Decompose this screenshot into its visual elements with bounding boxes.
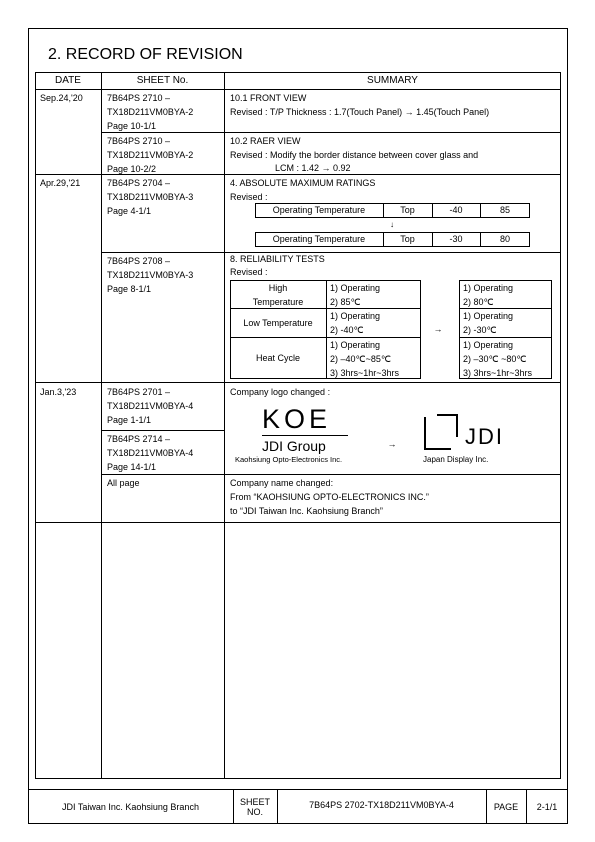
rel-value: 1) Operating (463, 340, 514, 350)
rel-label: High (268, 283, 288, 293)
revision-date: Apr.29,'21 (40, 178, 81, 188)
sheet-line: Page 1-1/1 (107, 415, 152, 425)
footer-page-label: PAGE (493, 802, 519, 812)
rel-value: 2) -30℃ (463, 325, 497, 335)
sheet-line: TX18D211VM0BYA-2 (107, 150, 194, 160)
amr-param: Operating Temperature (272, 234, 366, 244)
header-sheet: SHEET No. (136, 75, 189, 86)
summary-line: Company name changed: (230, 478, 334, 488)
sheet-line: TX18D211VM0BYA-3 (107, 270, 194, 280)
jdi-logo-sub: Japan Display Inc. (423, 455, 489, 464)
sheet-line: Page 8-1/1 (107, 284, 152, 294)
sheet-line: Page 10-1/1 (107, 121, 157, 131)
sheet-line: Page 4-1/1 (107, 206, 152, 216)
sheet-line: TX18D211VM0BYA-2 (107, 107, 194, 117)
sheet-line: 7B64PS 2701 – (107, 387, 171, 397)
rel-value: 1) Operating (330, 283, 381, 293)
row-divider (101, 132, 561, 133)
summary-line: 10.1 FRONT VIEW (230, 93, 307, 103)
koe-logo-sub: Kaohsiung Opto-Electronics Inc. (235, 455, 343, 464)
summary-line: Revised : Modify the border distance between cover glass and (230, 150, 479, 160)
revision-date: Jan.3,'23 (40, 387, 77, 397)
rel-value: 2) –40℃~85℃ (330, 354, 392, 364)
summary-line: Revised : (230, 267, 268, 277)
rel-value: 2) 85℃ (330, 297, 361, 307)
row-divider (230, 337, 421, 338)
amr-symbol: Top (400, 205, 415, 215)
footer-sheet-label: SHEET (239, 797, 270, 807)
footer-page-no: 2-1/1 (536, 802, 558, 812)
amr-min: -30 (449, 234, 463, 244)
header-summary: SUMMARY (367, 75, 418, 86)
sheet-line: 7B64PS 2710 – (107, 136, 171, 146)
down-arrow-icon: ↓ (390, 220, 394, 229)
koe-logo-group: JDI Group (262, 438, 326, 454)
row-divider (101, 430, 224, 431)
amr-symbol: Top (400, 234, 415, 244)
col-divider (326, 280, 327, 379)
sheet-line: Page 14-1/1 (107, 462, 157, 472)
footer-rule (28, 789, 568, 790)
jdi-logo-text: JDI (465, 424, 504, 449)
summary-line: 4. ABSOLUTE MAXIMUM RATINGS (230, 178, 376, 188)
rel-value: 1) Operating (330, 311, 381, 321)
revision-date: Sep.24,'20 (40, 93, 83, 103)
rel-label: Low Temperature (243, 318, 313, 328)
row-divider (101, 474, 561, 475)
rel-value: 3) 3hrs~1hr~3hrs (463, 368, 533, 378)
amr-min: -40 (449, 205, 463, 215)
amr-max: 85 (499, 205, 510, 215)
page-title: 2. RECORD OF REVISION (48, 46, 243, 63)
footer-sheet-label: NO. (246, 807, 263, 817)
amr-param: Operating Temperature (272, 205, 366, 215)
summary-line: From “KAOHSIUNG OPTO-ELECTRONICS INC.” (230, 492, 429, 502)
col-divider (224, 72, 225, 779)
footer-company: JDI Taiwan Inc. Kaohsiung Branch (62, 802, 199, 812)
summary-line: 10.2 RAER VIEW (230, 136, 301, 146)
right-arrow-icon: → (433, 324, 443, 334)
rel-value: 1) Operating (330, 340, 381, 350)
sheet-line: 7B64PS 2704 – (107, 178, 171, 188)
rel-value: 2) 80℃ (463, 297, 494, 307)
sheet-line: 7B64PS 2708 – (107, 256, 171, 266)
rel-value: 2) -40℃ (330, 325, 364, 335)
summary-line: Revised : (230, 192, 268, 202)
footer-doc-no: 7B64PS 2702-TX18D211VM0BYA-4 (309, 800, 454, 810)
summary-line: Revised : T/P Thickness : 1.7(Touch Panel) → 1.45(Touch Panel) (230, 107, 490, 117)
sheet-line: TX18D211VM0BYA-4 (107, 448, 194, 458)
sheet-line: Page 10-2/2 (107, 164, 157, 174)
header-date: DATE (55, 75, 81, 86)
summary-line: 8. RELIABILITY TESTS (230, 254, 325, 264)
col-divider (101, 72, 102, 779)
amr-max: 80 (499, 234, 510, 244)
sheet-line: 7B64PS 2710 – (107, 93, 171, 103)
rel-label: Temperature (252, 297, 304, 307)
sheet-line: All page (107, 478, 140, 488)
summary-line: LCM : 1.42 → 0.92 (275, 163, 351, 173)
rel-value: 3) 3hrs~1hr~3hrs (330, 368, 400, 378)
sheet-line: 7B64PS 2714 – (107, 434, 171, 444)
koe-logo-rule (262, 435, 348, 436)
summary-line: to “JDI Taiwan Inc. Kaohsiung Branch” (230, 506, 383, 516)
koe-logo-text: KOE (262, 404, 332, 434)
jdi-logo-mark-icon (423, 413, 459, 451)
sheet-line: TX18D211VM0BYA-4 (107, 401, 194, 411)
sheet-line: TX18D211VM0BYA-3 (107, 192, 194, 202)
rel-value: 2) –30℃ ~80℃ (463, 354, 527, 364)
summary-line: Company logo changed : (230, 387, 331, 397)
rel-value: 1) Operating (463, 311, 514, 321)
right-arrow-icon: → (387, 439, 397, 449)
row-divider (35, 89, 561, 90)
row-divider (35, 522, 561, 523)
row-divider (35, 382, 561, 383)
rel-label: Heat Cycle (255, 353, 300, 363)
rel-value: 1) Operating (463, 283, 514, 293)
row-divider (101, 252, 561, 253)
